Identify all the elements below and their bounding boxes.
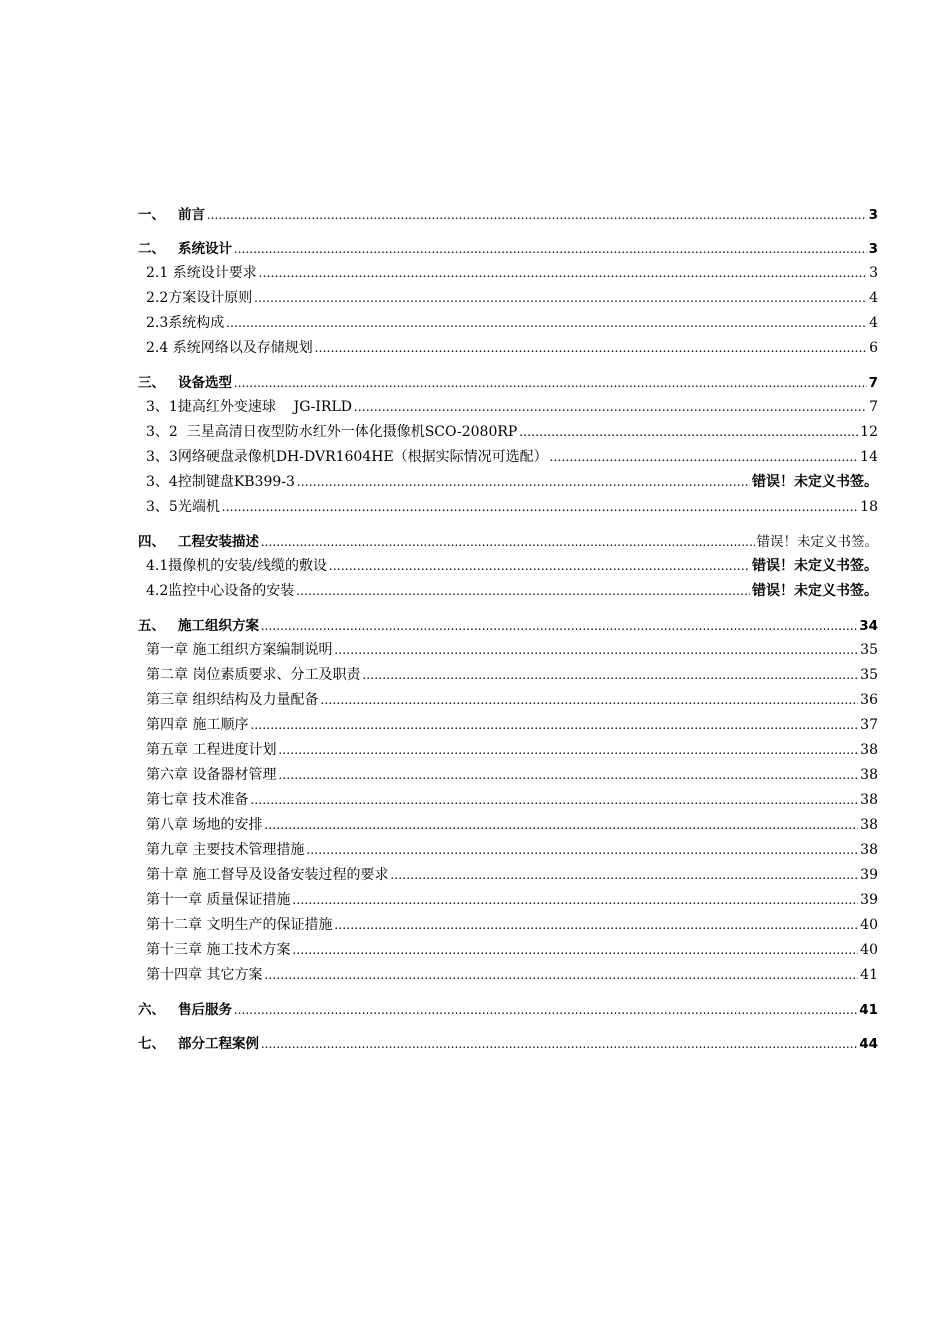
toc-leader-dots (254, 286, 867, 311)
toc-entry-level2[interactable] (138, 336, 878, 361)
toc-page-number: 4 (869, 290, 878, 306)
toc-leader-dots (292, 888, 858, 913)
toc-page-number: 12 (860, 424, 878, 440)
toc-entry-title: 部分工程案例 (178, 1036, 259, 1052)
toc-leader-dots (264, 813, 858, 838)
toc-page-number: 39 (860, 867, 878, 883)
toc-entry-level2[interactable] (138, 420, 878, 445)
toc-gap (138, 361, 878, 370)
toc-page-number: 35 (860, 667, 878, 683)
toc-gap (138, 227, 878, 236)
toc-leader-dots (292, 938, 858, 963)
toc-entry-title: 第十章 施工督导及设备安装过程的要求 (146, 867, 389, 883)
toc-gap (138, 1022, 878, 1031)
toc-page-number: 35 (860, 642, 878, 658)
toc-entry-title: 第八章 场地的安排 (146, 817, 263, 833)
toc-leader-dots (320, 688, 858, 713)
toc-leader-dots (278, 738, 858, 763)
toc-page-number: 36 (860, 692, 878, 708)
toc-entry-number: 六、 (138, 1002, 165, 1018)
toc-gap (138, 520, 878, 529)
toc-page-number: 39 (860, 892, 878, 908)
toc-entry-level2[interactable] (138, 963, 878, 988)
toc-page-number: 3 (869, 265, 878, 281)
toc-page-number: 40 (860, 917, 878, 933)
toc-entry-level1[interactable] (138, 236, 878, 261)
toc-entry-level2[interactable] (138, 261, 878, 286)
toc-entry-title: 第六章 设备器材管理 (146, 767, 277, 783)
toc-leader-dots (264, 963, 858, 988)
toc-page-number: 37 (860, 717, 878, 733)
table-of-contents (138, 202, 878, 1056)
toc-entry-title: 2.3系统构成 (146, 315, 225, 331)
toc-page-number: 18 (860, 499, 878, 515)
toc-leader-dots (362, 663, 858, 688)
toc-leader-dots (297, 470, 750, 495)
toc-page-number: 6 (869, 340, 878, 356)
toc-entry-number: 三、 (138, 375, 165, 391)
toc-leader-dots (390, 863, 858, 888)
toc-gap (138, 604, 878, 613)
toc-leader-dots (234, 236, 867, 261)
toc-leader-dots (234, 997, 857, 1022)
toc-entry-level2[interactable] (138, 838, 878, 863)
toc-entry-title: 第三章 组织结构及力量配备 (146, 692, 319, 708)
toc-leader-dots (278, 763, 858, 788)
toc-entry-title: 设备选型 (178, 375, 232, 391)
toc-entry-title: 4.2监控中心设备的安装 (146, 583, 295, 599)
toc-bookmark-error: 错误！未定义书签。 (752, 583, 878, 599)
toc-leader-dots (306, 838, 858, 863)
toc-entry-level1[interactable] (138, 370, 878, 395)
toc-entry-title: 第一章 施工组织方案编制说明 (146, 642, 333, 658)
toc-leader-dots (207, 202, 867, 227)
toc-entry-level2[interactable] (138, 638, 878, 663)
toc-entry-level2[interactable] (138, 688, 878, 713)
toc-leader-dots (519, 420, 858, 445)
toc-entry-title: 第七章 技术准备 (146, 792, 249, 808)
toc-page-number: 14 (860, 449, 878, 465)
toc-leader-dots (222, 495, 858, 520)
toc-entry-title: 售后服务 (178, 1002, 232, 1018)
toc-entry-title: 2.2方案设计原则 (146, 290, 253, 306)
toc-entry-level2[interactable] (138, 913, 878, 938)
toc-leader-dots (261, 613, 857, 638)
toc-page-number: 4 (869, 315, 878, 331)
toc-entry-title: 第十四章 其它方案 (146, 967, 263, 983)
toc-entry-number: 四、 (138, 534, 165, 550)
toc-entry-level1[interactable] (138, 997, 878, 1022)
toc-page-number: 38 (860, 792, 878, 808)
toc-page-number: 3 (868, 241, 878, 257)
toc-entry-level2[interactable] (138, 888, 878, 913)
toc-entry-level2[interactable] (138, 713, 878, 738)
toc-entry-title: 4.1摄像机的安装/线缆的敷设 (146, 558, 327, 574)
toc-leader-dots (296, 579, 750, 604)
toc-entry-title: 施工组织方案 (178, 618, 259, 634)
toc-entry-title: 第五章 工程进度计划 (146, 742, 277, 758)
toc-entry-level2[interactable] (138, 311, 878, 336)
toc-leader-dots (259, 261, 867, 286)
toc-entry-number: 七、 (138, 1036, 165, 1052)
toc-leader-dots (261, 529, 755, 554)
toc-entry-level2[interactable] (138, 395, 878, 420)
toc-entry-level1[interactable] (138, 613, 878, 638)
toc-bookmark-error: 错误！未定义书签。 (752, 474, 878, 490)
toc-entry-level2[interactable] (138, 938, 878, 963)
toc-entry-title: 第十一章 质量保证措施 (146, 892, 291, 908)
toc-entry-level2[interactable] (138, 554, 878, 579)
toc-entry-level2[interactable] (138, 495, 878, 520)
toc-entry-level1[interactable] (138, 1031, 878, 1056)
toc-entry-level2[interactable] (138, 445, 878, 470)
toc-entry-title: 第十二章 文明生产的保证措施 (146, 917, 333, 933)
toc-page-number: 7 (868, 375, 878, 391)
toc-bookmark-error: 错误！未定义书签。 (756, 534, 878, 550)
toc-entry-number: 一、 (138, 207, 165, 223)
toc-entry-level2[interactable] (138, 813, 878, 838)
toc-entry-level1[interactable] (138, 202, 878, 227)
toc-entry-level2[interactable] (138, 738, 878, 763)
toc-page-number: 41 (860, 967, 878, 983)
toc-page-number: 34 (859, 618, 878, 634)
toc-leader-dots (334, 638, 858, 663)
toc-leader-dots (226, 311, 867, 336)
toc-entry-level2[interactable] (138, 286, 878, 311)
toc-leader-dots (334, 913, 858, 938)
toc-entry-level2[interactable] (138, 470, 878, 495)
toc-leader-dots (261, 1031, 857, 1056)
toc-leader-dots (354, 395, 867, 420)
toc-entry-level1[interactable] (138, 529, 878, 554)
toc-leader-dots (550, 445, 859, 470)
toc-entry-number: 二、 (138, 241, 165, 257)
toc-entry-title: 3、3网络硬盘录像机DH-DVR1604HE（根据实际情况可选配） (146, 449, 548, 465)
toc-page-number: 3 (868, 207, 878, 223)
toc-entry-title: 系统设计 (178, 241, 232, 257)
toc-leader-dots (250, 713, 858, 738)
toc-bookmark-error: 错误！未定义书签。 (752, 558, 878, 574)
toc-entry-level2[interactable] (138, 763, 878, 788)
toc-page-number: 38 (860, 742, 878, 758)
toc-entry-number: 五、 (138, 618, 165, 634)
toc-page-number: 40 (860, 942, 878, 958)
toc-entry-title: 第十三章 施工技术方案 (146, 942, 291, 958)
toc-entry-title: 前言 (178, 207, 205, 223)
toc-entry-title: 3、1捷高红外变速球 JG-IRLD (146, 399, 352, 415)
toc-entry-title: 3、4控制键盘KB399-3 (146, 474, 295, 490)
toc-entry-title: 第二章 岗位素质要求、分工及职责 (146, 667, 361, 683)
toc-page-number: 44 (859, 1036, 878, 1052)
toc-entry-level2[interactable] (138, 863, 878, 888)
toc-page-number: 7 (869, 399, 878, 415)
toc-entry-title: 第四章 施工顺序 (146, 717, 249, 733)
toc-entry-title: 第九章 主要技术管理措施 (146, 842, 305, 858)
toc-entry-title: 2.4 系统网络以及存储规划 (146, 340, 313, 356)
toc-leader-dots (329, 554, 750, 579)
toc-entry-title: 3、2 三星高清日夜型防水红外一体化摄像机SCO-2080RP (146, 424, 518, 440)
toc-page-number: 41 (859, 1002, 878, 1018)
toc-entry-level2[interactable] (138, 663, 878, 688)
toc-leader-dots (315, 336, 867, 361)
toc-entry-title: 2.1 系统设计要求 (146, 265, 257, 281)
toc-entry-level2[interactable] (138, 579, 878, 604)
toc-page-number: 38 (860, 842, 878, 858)
toc-leader-dots (250, 788, 858, 813)
toc-page-number: 38 (860, 817, 878, 833)
toc-page-number: 38 (860, 767, 878, 783)
toc-entry-title: 3、5光端机 (146, 499, 220, 515)
toc-leader-dots (234, 370, 867, 395)
toc-gap (138, 988, 878, 997)
toc-entry-level2[interactable] (138, 788, 878, 813)
toc-entry-title: 工程安装描述 (178, 534, 259, 550)
